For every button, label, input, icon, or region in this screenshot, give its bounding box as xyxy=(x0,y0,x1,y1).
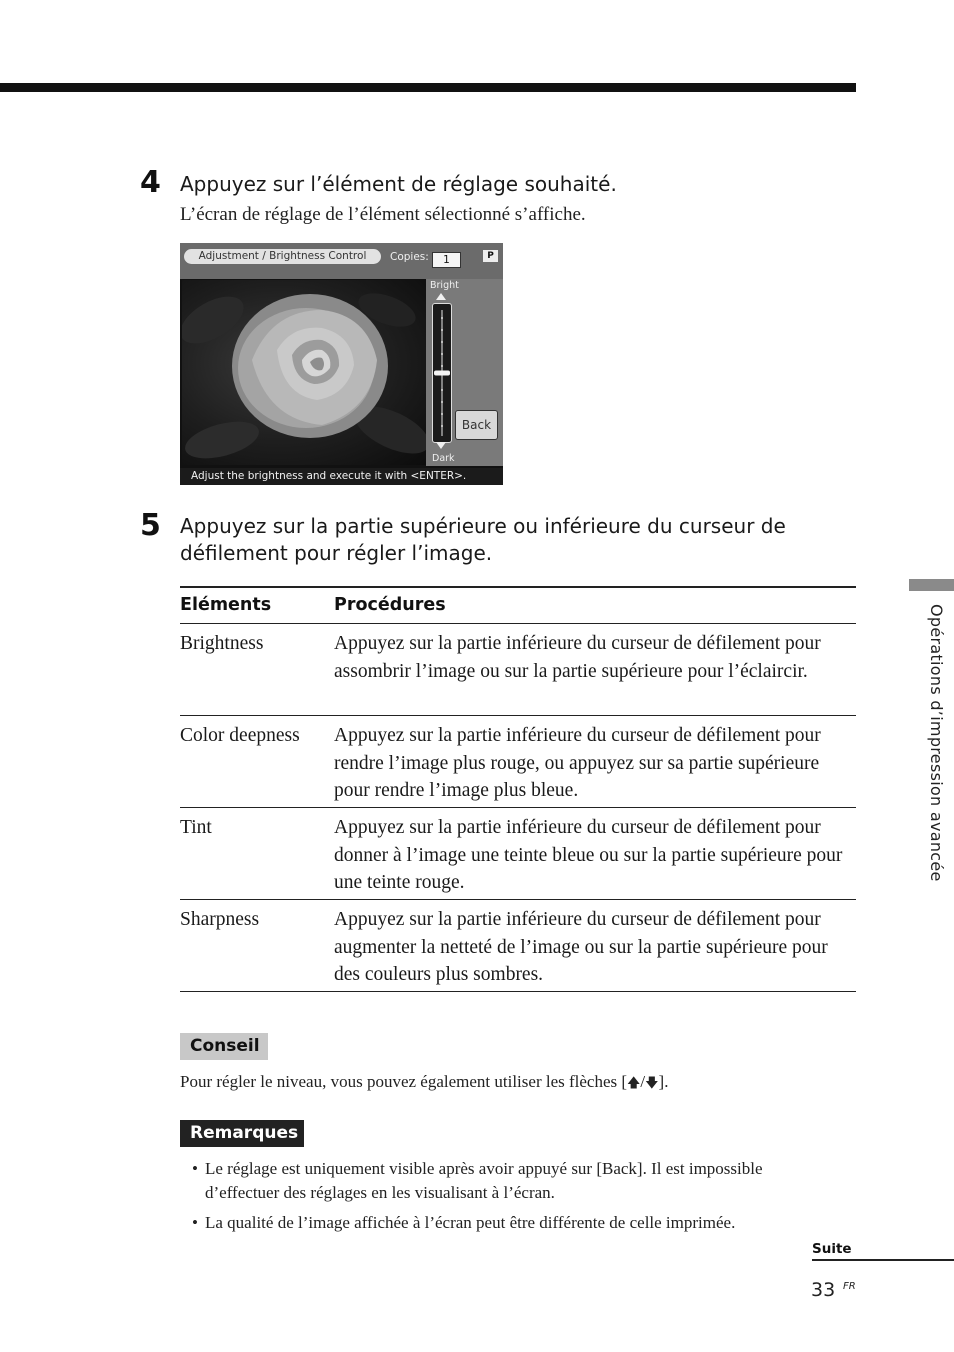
section-tab-label: Opérations d’impression avancée xyxy=(927,604,946,882)
row-procedure: Appuyez sur la partie inférieure du curseur de défilement pour assombrir l’image ou sur la partie supérieure pour l’éclaircir. xyxy=(334,633,821,682)
continued-label: Suite xyxy=(812,1241,852,1257)
section-tab-marker xyxy=(909,579,954,591)
copies-value: 1 xyxy=(432,252,461,268)
tip-text-before: Pour régler le niveau, vous pouvez également utiliser les flèches [ xyxy=(180,1072,628,1091)
row-item: Tint xyxy=(180,817,212,838)
table-row xyxy=(180,808,856,900)
step-5-number: 5 xyxy=(140,508,161,543)
mode-badge: P xyxy=(483,250,498,262)
adjustment-table xyxy=(180,586,856,992)
back-button[interactable]: Back xyxy=(455,410,498,440)
table-row xyxy=(180,624,856,716)
header-items: Eléments xyxy=(180,595,272,615)
copies-label: Copies: xyxy=(390,251,429,263)
tip-badge: Conseil xyxy=(180,1033,268,1060)
tip-separator: / xyxy=(640,1072,646,1091)
tip-text xyxy=(180,1070,668,1096)
table-row xyxy=(180,716,856,808)
screen-footer-hint: Adjust the brightness and execute it with <ENTER>. xyxy=(180,468,503,485)
header-procedures: Procédures xyxy=(334,595,446,615)
top-rule xyxy=(0,83,856,92)
rose-illustration xyxy=(182,280,426,465)
row-procedure: Appuyez sur la partie inférieure du curseur de défilement pour donner à l’image une teinte bleue ou sur la partie supérieure pour une teinte rouge. xyxy=(334,817,843,893)
dark-label: Dark xyxy=(432,453,455,464)
step-5-heading-line-1: Appuyez sur la partie supérieure ou inférieure du curseur de xyxy=(180,514,786,538)
page-number: 33 xyxy=(811,1279,836,1301)
arrow-down-icon[interactable] xyxy=(436,442,446,450)
note-item: La qualité de l’image affichée à l’écran peut être différente de celle imprimée. xyxy=(205,1213,736,1232)
step-5-heading-line-2: défilement pour régler l’image. xyxy=(180,541,493,565)
row-procedure: Appuyez sur la partie inférieure du curseur de défilement pour augmenter la netteté de l’image ou sur la partie supérieure pour des couleurs plus sombres. xyxy=(334,909,828,985)
arrow-up-icon: 🡅 xyxy=(627,1076,641,1091)
step-4-description: L’écran de réglage de l’élément sélectionné s’affiche. xyxy=(180,204,586,225)
arrow-down-icon: 🡇 xyxy=(645,1076,659,1091)
device-screenshot xyxy=(180,243,503,485)
slider-ticks xyxy=(433,304,451,442)
table-row xyxy=(180,900,856,992)
flower-photo xyxy=(182,280,426,465)
step-4-number: 4 xyxy=(140,165,161,200)
bright-label: Bright xyxy=(430,280,459,291)
row-item: Sharpness xyxy=(180,909,260,930)
note-item: Le réglage est uniquement visible après avoir appuyé sur [Back]. Il est impossible d’effectuer des réglages en les visualisant à l’écran. xyxy=(205,1159,763,1202)
continued-rule xyxy=(812,1259,954,1261)
row-procedure: Appuyez sur la partie inférieure du curseur de défilement pour rendre l’image plus rouge, ou appuyez sur sa partie supérieure pour rendre l’image plus bleue. xyxy=(334,725,821,801)
page-language-suffix: FR xyxy=(843,1281,856,1292)
row-item: Color deepness xyxy=(180,725,300,746)
arrow-up-icon[interactable] xyxy=(436,293,446,301)
slider-thumb[interactable] xyxy=(434,371,450,376)
row-item: Brightness xyxy=(180,633,264,654)
note-bullet: • xyxy=(192,1213,198,1232)
tip-text-after: ]. xyxy=(658,1072,669,1091)
step-4-heading: Appuyez sur l’élément de réglage souhaité. xyxy=(180,172,617,196)
notes-badge: Remarques xyxy=(180,1120,304,1147)
table-header xyxy=(180,588,856,624)
screen-title-pill: Adjustment / Brightness Control xyxy=(184,249,381,264)
brightness-slider[interactable] xyxy=(432,303,452,443)
note-bullet: • xyxy=(192,1159,198,1178)
